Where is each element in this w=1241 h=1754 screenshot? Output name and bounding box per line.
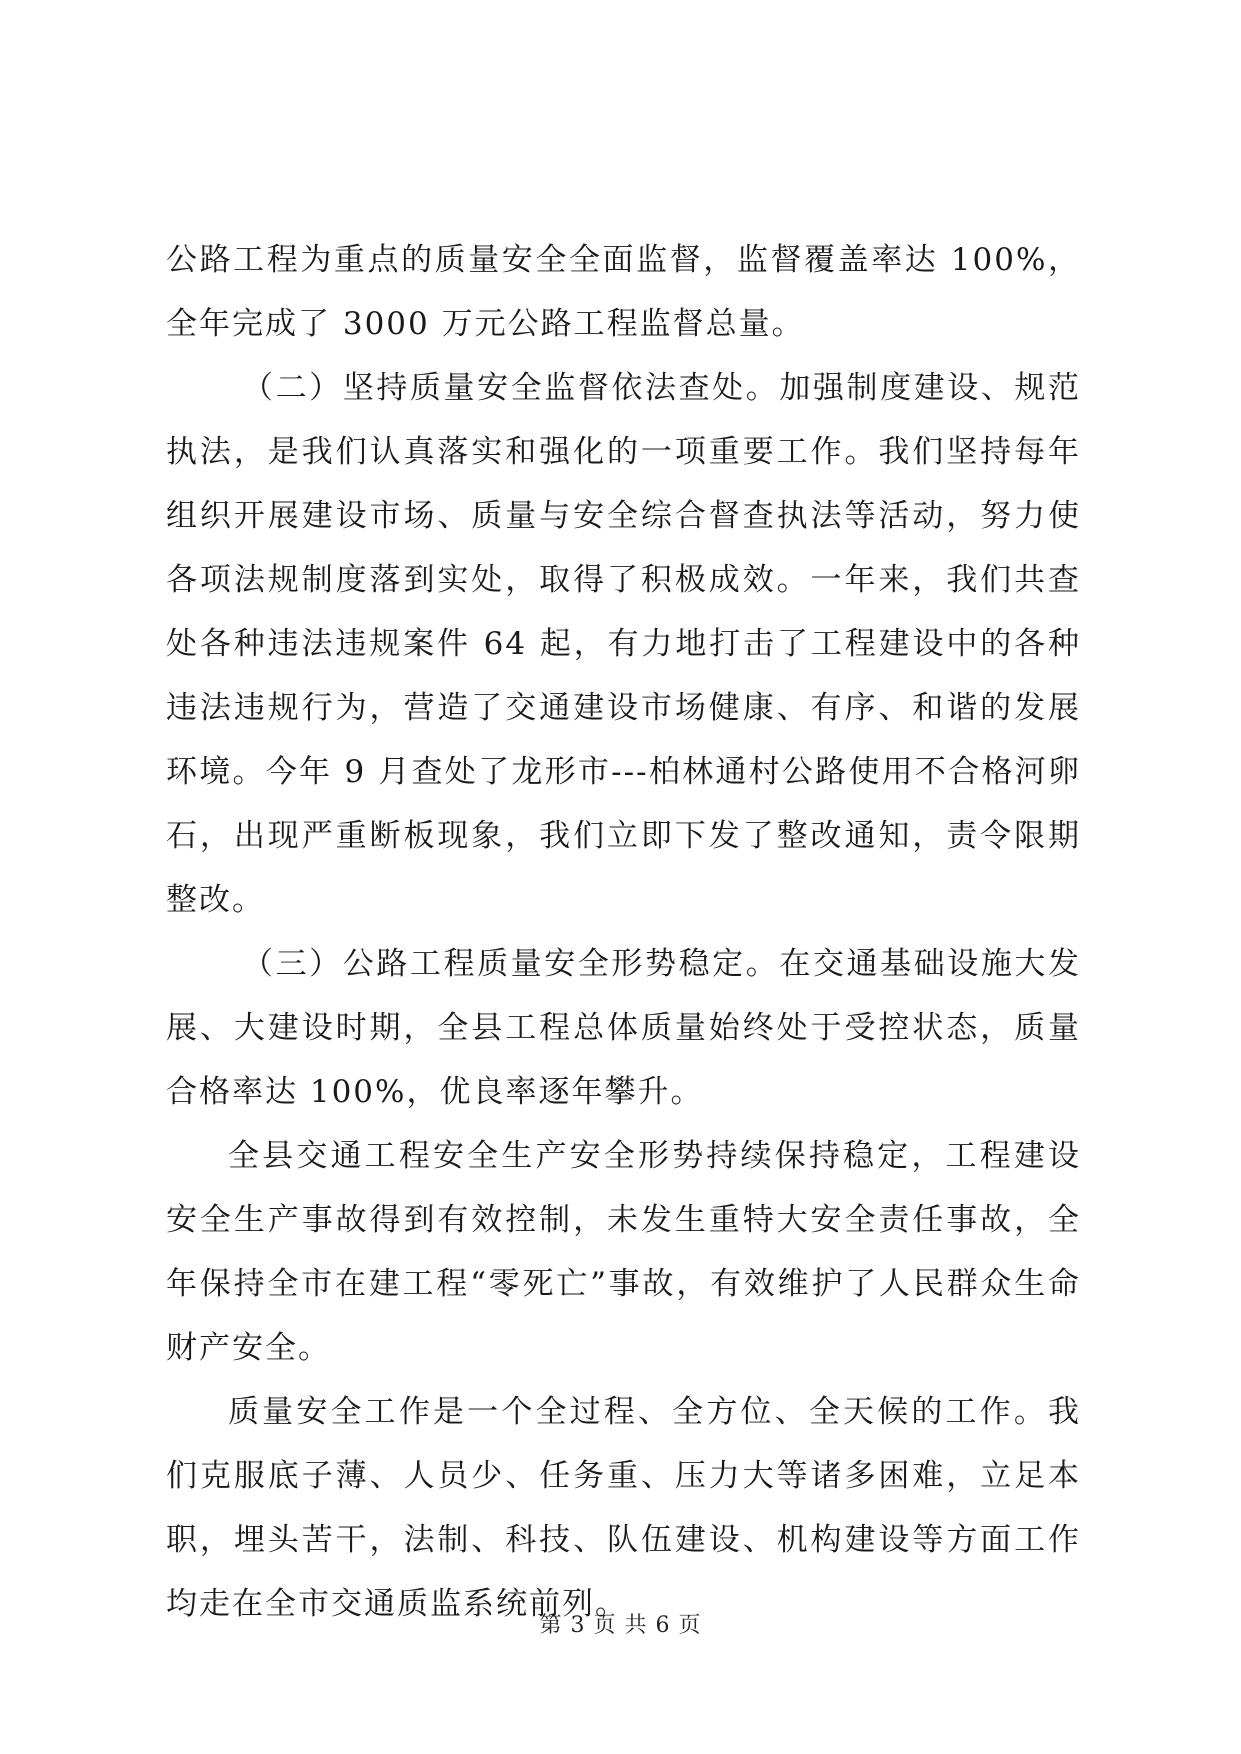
document-body	[166, 228, 1081, 1636]
paragraph-section-two: （二）坚持质量安全监督依法查处。加强制度建设、规范执法，是我们认真落实和强化的一项重要工作。我们坚持每年组织开展建设市场、质量与安全综合督查执法等活动，努力使各项法规制度落到实处，取得了积极成效。一年来，我们共查处各种违法违规案件 64 起，有力地打击了工程建设中的各种违法违规行为，营造了交通建设市场健康、有序、和谐的发展环境。今年 9 月查处了龙形市---柏林通村公路使用不合格河卵石，出现严重断板现象，我们立即下发了整改通知，责令限期整改。	[166, 370, 1081, 918]
paragraph-section-three: （三）公路工程质量安全形势稳定。在交通基础设施大发展、大建设时期，全县工程总体质量始终处于受控状态，质量合格率达 100%，优良率逐年攀升。	[166, 946, 1081, 1110]
paragraph-safety-production: 全县交通工程安全生产安全形势持续保持稳定，工程建设安全生产事故得到有效控制，未发生重特大安全责任事故，全年保持全市在建工程“零死亡”事故，有效维护了人民群众生命财产安全。	[166, 1138, 1081, 1366]
page-number-footer: 第 3 页 共 6 页	[539, 1613, 702, 1638]
paragraph-continuation: 公路工程为重点的质量安全全面监督，监督覆盖率达 100%，全年完成了 3000 万元公路工程监督总量。	[166, 242, 1081, 342]
paragraph-quality-summary: 质量安全工作是一个全过程、全方位、全天候的工作。我们克服底子薄、人员少、任务重、压力大等诸多困难，立足本职，埋头苦干，法制、科技、队伍建设、机构建设等方面工作均走在全市交通质监系统前列。	[166, 1394, 1081, 1622]
